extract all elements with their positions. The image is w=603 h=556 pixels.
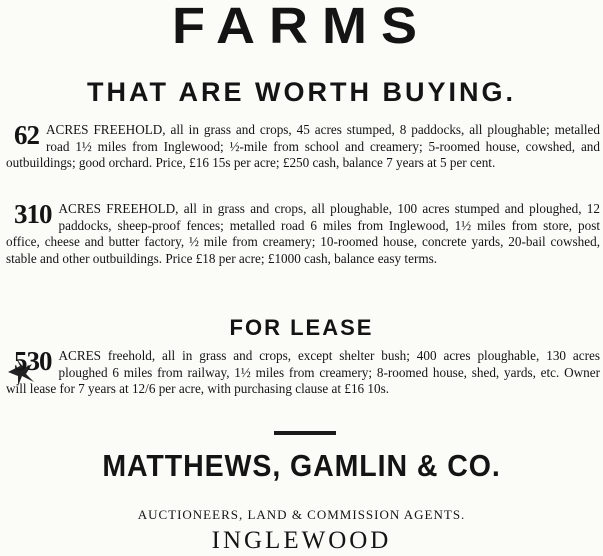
ad-title: FARMS (172, 0, 431, 55)
firm-name: MATTHEWS, GAMLIN & CO. (102, 448, 501, 483)
ad-subtitle: THAT ARE WORTH BUYING. (87, 77, 516, 107)
listing-acreage: 310 (14, 199, 52, 229)
listing-530-acres-lease (6, 348, 600, 398)
listing-62-acres (6, 122, 600, 172)
divider-rule (274, 431, 336, 435)
listing-description: ACRES FREEHOLD, all in grass and crops, 45 acres stumped, 8 paddocks, all ploughable; metalled road 1½ miles from Inglewood; ½-mile from school and creamery; 5-roomed house, cowshed, and outbuildings; good orchard. Price, £16 15s per acre; £250 cash, balance 7 years at 5 per cent. (6, 122, 600, 171)
firm-town: INGLEWOOD (211, 527, 392, 554)
listing-acreage: 530 (14, 346, 52, 376)
listing-description: ACRES FREEHOLD, all in grass and crops, all ploughable, 100 acres stumped and ploughed, 12 paddocks, sheep-proof fences; metalled road 6 miles from Inglewood, 1½ miles from store, post office, cheese and butter factory, ½ mile from creamery; 10-roomed house, concrete yards, 20-bail cowshed, stable and other outbuildings. Price £18 per acre; £1000 cash, balance easy terms. (6, 201, 600, 266)
for-lease-heading: FOR LEASE (229, 315, 374, 340)
listing-description: ACRES freehold, all in grass and crops, except shelter bush; 400 acres ploughable, 130 acres ploughed 6 miles from railway, 1½ miles from creamery; 8-roomed house, shed, yards, etc. Owner will lease for 7 years at 12/6 per acre, with purchasing clause at £16 10s. (6, 348, 600, 397)
listing-310-acres (6, 201, 600, 267)
firm-trade-line: AUCTIONEERS, LAND & COMMISSION AGENTS. (137, 507, 466, 522)
listing-acreage: 62 (14, 120, 39, 150)
